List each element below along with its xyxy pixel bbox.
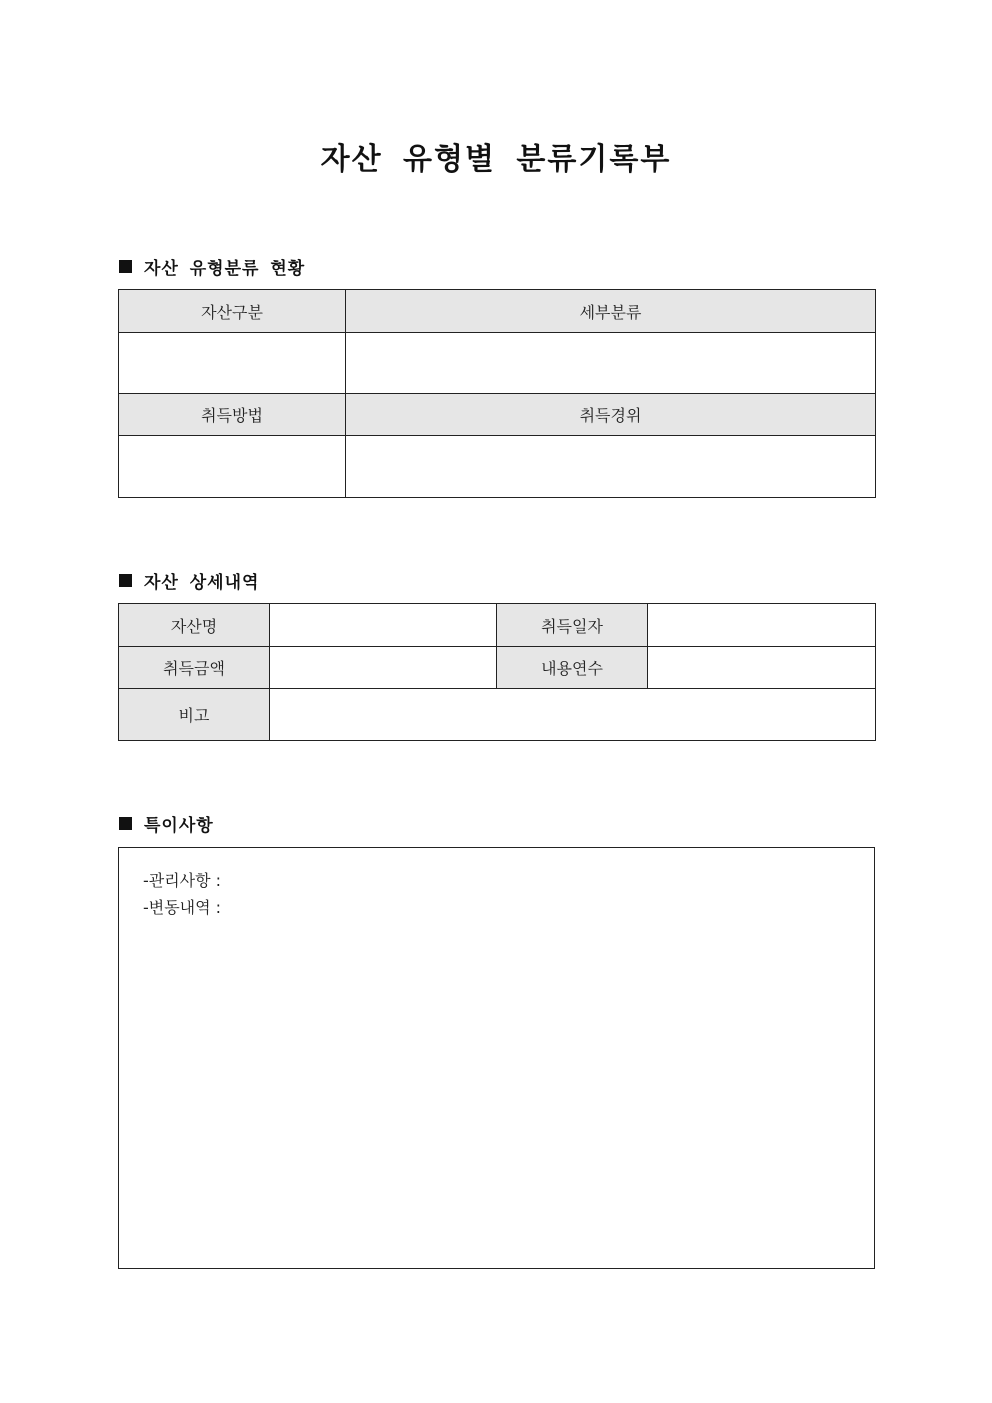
acquired-date-label: 취득일자 xyxy=(497,604,648,647)
document-title: 자산 유형별 분류기록부 xyxy=(320,142,672,177)
acquired-amount-field[interactable] xyxy=(270,647,497,689)
section-heading-text: 자산 상세내역 xyxy=(144,573,260,593)
table-row xyxy=(119,647,876,689)
table-row xyxy=(119,394,876,436)
details-table xyxy=(118,603,876,741)
remarks-field[interactable] xyxy=(270,689,876,741)
asset-category-field[interactable] xyxy=(119,333,346,394)
table-row xyxy=(119,290,876,333)
square-bullet-icon xyxy=(119,817,132,830)
section-heading-details xyxy=(119,568,259,593)
table-row xyxy=(119,604,876,647)
asset-name-field[interactable] xyxy=(270,604,497,647)
management-notes-line: -관리사항 : xyxy=(143,871,222,890)
asset-name-label: 자산명 xyxy=(119,604,270,647)
section-heading-text: 특이사항 xyxy=(144,816,214,836)
remarks-label: 비고 xyxy=(119,689,270,741)
table-row xyxy=(119,689,876,741)
table-row xyxy=(119,436,876,498)
section-heading-notes xyxy=(119,811,214,836)
acquired-amount-label: 취득금액 xyxy=(119,647,270,689)
asset-category-header: 자산구분 xyxy=(119,290,346,333)
useful-life-label: 내용연수 xyxy=(497,647,648,689)
acquisition-method-header: 취득방법 xyxy=(119,394,346,436)
acquisition-background-field[interactable] xyxy=(346,436,876,498)
acquisition-method-field[interactable] xyxy=(119,436,346,498)
sub-category-header: 세부분류 xyxy=(346,290,876,333)
acquisition-background-header: 취득경위 xyxy=(346,394,876,436)
acquired-date-field[interactable] xyxy=(648,604,876,647)
section-heading-text: 자산 유형분류 현황 xyxy=(144,259,306,279)
change-history-line: -변동내역 : xyxy=(143,898,222,917)
classification-table xyxy=(118,289,876,498)
sub-category-field[interactable] xyxy=(346,333,876,394)
useful-life-field[interactable] xyxy=(648,647,876,689)
section-heading-classification xyxy=(119,254,305,279)
square-bullet-icon xyxy=(119,574,132,587)
notes-box[interactable] xyxy=(118,847,875,1269)
square-bullet-icon xyxy=(119,260,132,273)
table-row xyxy=(119,333,876,394)
